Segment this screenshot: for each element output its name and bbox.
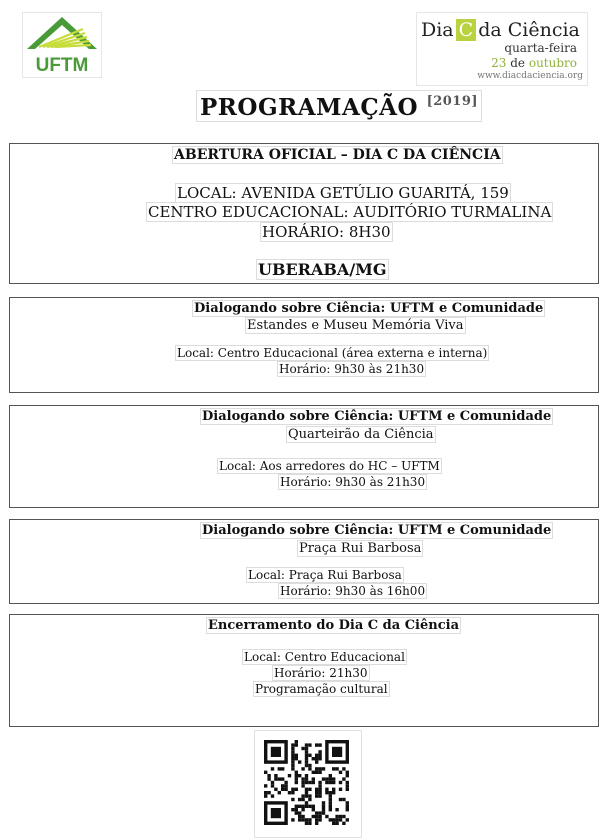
abertura-centro: CENTRO EDUCACIONAL: AUDITÓRIO TURMALINA bbox=[148, 203, 552, 221]
abertura-cidade: UBERABA/MG bbox=[258, 260, 387, 279]
event-box-3 bbox=[9, 519, 599, 604]
event-local: Local: Aos arredores do HC – UFTM bbox=[219, 459, 440, 473]
event-horario: Horário: 9h30 às 21h30 bbox=[279, 362, 425, 376]
event-subtitle: Praça Rui Barbosa bbox=[299, 541, 422, 556]
encerramento-title: Encerramento do Dia C da Ciência bbox=[208, 618, 459, 633]
uftm-logo bbox=[22, 12, 102, 78]
event-title: Dialogando sobre Ciência: UFTM e Comunidade bbox=[202, 523, 552, 538]
event-horario: Horário: 9h30 às 21h30 bbox=[280, 475, 426, 489]
event-title: Dialogando sobre Ciência: UFTM e Comunidade bbox=[194, 301, 544, 316]
dia-c-weekday: quarta-feira bbox=[504, 41, 577, 55]
dia-c-date: 23 de outubro bbox=[491, 56, 577, 70]
encerramento-local: Local: Centro Educacional bbox=[244, 650, 405, 664]
abertura-heading: ABERTURA OFICIAL – DIA C DA CIÊNCIA bbox=[174, 147, 501, 163]
qr-code-icon bbox=[255, 731, 359, 835]
event-box-1 bbox=[9, 297, 599, 393]
event-local: Local: Centro Educacional (área externa e interna) bbox=[177, 346, 488, 360]
event-subtitle: Quarteirão da Ciência bbox=[288, 427, 434, 442]
qr-code bbox=[254, 730, 362, 838]
dia-c-logo-title: Dia C da Ciência bbox=[421, 19, 580, 41]
uftm-logo-text: UFTM bbox=[35, 55, 89, 76]
encerramento-extra: Programação cultural bbox=[255, 682, 388, 696]
dia-c-logo bbox=[416, 12, 588, 86]
event-horario: Horário: 9h30 às 16h00 bbox=[280, 584, 426, 598]
dia-c-url: www.diacdaciencia.org bbox=[477, 71, 583, 81]
abertura-horario: HORÁRIO: 8H30 bbox=[262, 223, 391, 241]
encerramento-box bbox=[9, 614, 599, 727]
event-title: Dialogando sobre Ciência: UFTM e Comunidade bbox=[202, 409, 552, 424]
page-year: [2019] bbox=[426, 94, 479, 109]
uftm-logo-icon bbox=[23, 13, 101, 77]
event-box-2 bbox=[9, 405, 599, 508]
abertura-box bbox=[9, 143, 599, 284]
event-local: Local: Praça Rui Barbosa bbox=[248, 568, 402, 582]
event-subtitle: Estandes e Museu Memória Viva bbox=[247, 318, 464, 333]
abertura-local: LOCAL: AVENIDA GETÚLIO GUARITÁ, 159 bbox=[177, 184, 509, 202]
encerramento-horario: Horário: 21h30 bbox=[274, 666, 368, 680]
page-title: PROGRAMAÇÃO [2019] bbox=[196, 90, 482, 122]
